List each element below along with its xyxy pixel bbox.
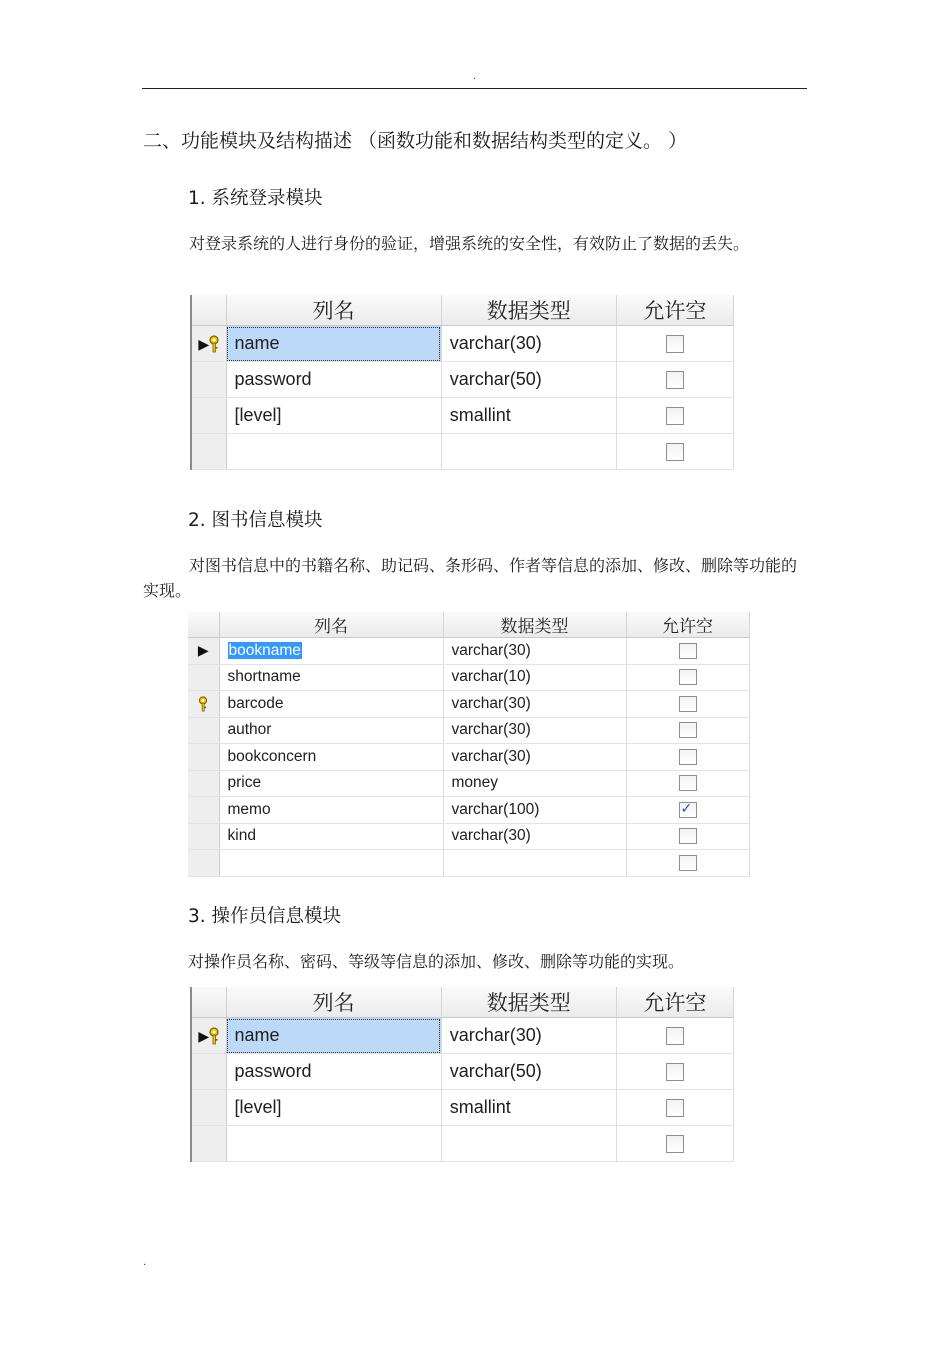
data-type-cell[interactable]: [443, 850, 626, 877]
data-type-cell[interactable]: varchar(30): [443, 823, 626, 850]
row-selector-header: [188, 612, 219, 638]
row-selector[interactable]: [191, 1018, 226, 1054]
allow-null-cell[interactable]: [626, 744, 749, 771]
column-header-nullable[interactable]: 允许空: [626, 612, 749, 638]
column-name-cell[interactable]: kind: [219, 823, 443, 850]
allow-null-cell[interactable]: [626, 823, 749, 850]
column-name-cell[interactable]: barcode: [219, 691, 443, 718]
allow-null-cell[interactable]: [626, 850, 749, 877]
data-type-cell[interactable]: varchar(10): [443, 664, 626, 691]
data-type-cell[interactable]: varchar(50): [441, 362, 616, 398]
table-row[interactable]: [191, 326, 734, 362]
module-3-heading: 3. 操作员信息模块: [188, 906, 342, 927]
data-type-cell[interactable]: smallint: [441, 398, 616, 434]
module-1-description: 对登录系统的人进行身份的验证，增强系统的安全性，有效防止了数据的丢失。: [189, 234, 750, 253]
allow-null-checkbox[interactable]: [666, 1135, 684, 1153]
allow-null-cell[interactable]: [626, 638, 749, 665]
allow-null-cell[interactable]: [626, 770, 749, 797]
allow-null-checkbox[interactable]: [679, 669, 697, 685]
primary-key-icon: [209, 335, 219, 353]
column-name-cell[interactable]: password: [226, 1054, 441, 1090]
column-name-cell[interactable]: [226, 434, 441, 470]
primary-key-icon: [209, 1027, 219, 1045]
header-rule: [142, 88, 807, 89]
table-row[interactable]: [191, 1054, 734, 1090]
login-table-grid[interactable]: [190, 295, 734, 470]
primary-key-icon: [198, 696, 208, 712]
row-selector[interactable]: [188, 797, 219, 824]
allow-null-cell[interactable]: [616, 1090, 733, 1126]
allow-null-checkbox[interactable]: [679, 775, 697, 791]
column-name-cell[interactable]: [219, 850, 443, 877]
grid-header-row: [188, 612, 749, 638]
allow-null-cell[interactable]: [626, 691, 749, 718]
data-type-cell[interactable]: money: [443, 770, 626, 797]
allow-null-cell[interactable]: [616, 326, 733, 362]
row-selector[interactable]: [188, 664, 219, 691]
column-name-cell[interactable]: bookconcern: [219, 744, 443, 771]
allow-null-cell[interactable]: [616, 1054, 733, 1090]
column-name-cell[interactable]: memo: [219, 797, 443, 824]
allow-null-checkbox[interactable]: [679, 828, 697, 844]
data-type-cell[interactable]: varchar(30): [443, 638, 626, 665]
table-row[interactable]: [191, 362, 734, 398]
current-row-arrow-icon: ▶: [198, 336, 210, 352]
allow-null-checkbox[interactable]: [666, 407, 684, 425]
row-selector[interactable]: [188, 691, 219, 718]
column-name-cell[interactable]: [level]: [226, 398, 441, 434]
table-row[interactable]: [188, 691, 749, 718]
table-row-empty[interactable]: [191, 1126, 734, 1162]
column-header-type[interactable]: 数据类型: [441, 987, 616, 1018]
column-name-cell[interactable]: [226, 1126, 441, 1162]
column-header-nullable[interactable]: 允许空: [616, 295, 733, 326]
row-selector[interactable]: [188, 638, 219, 665]
footer-dot: .: [143, 1257, 147, 1268]
section-title: 二、功能模块及结构描述 （函数功能和数据结构类型的定义。 ）: [143, 130, 688, 152]
table-row[interactable]: [188, 744, 749, 771]
allow-null-checkbox[interactable]: [666, 1099, 684, 1117]
data-type-cell[interactable]: [441, 1126, 616, 1162]
selected-text[interactable]: bookname: [228, 641, 301, 659]
grid-header-row: [191, 295, 734, 326]
table-row-empty[interactable]: [188, 850, 749, 877]
allow-null-checkbox[interactable]: [679, 855, 697, 871]
allow-null-cell[interactable]: [616, 1018, 733, 1054]
column-name-cell[interactable]: name: [226, 1018, 441, 1054]
row-selector[interactable]: [188, 717, 219, 744]
allow-null-checkbox[interactable]: [679, 643, 697, 659]
column-header-name[interactable]: 列名: [226, 295, 441, 326]
allow-null-cell[interactable]: [626, 797, 749, 824]
allow-null-cell[interactable]: [616, 398, 733, 434]
table-row[interactable]: [191, 1090, 734, 1126]
data-type-cell[interactable]: varchar(30): [443, 691, 626, 718]
table-row[interactable]: [191, 1018, 734, 1054]
module-1-heading: 1. 系统登录模块: [188, 188, 323, 209]
column-name-cell[interactable]: password: [226, 362, 441, 398]
allow-null-checkbox[interactable]: [666, 443, 684, 461]
allow-null-cell[interactable]: [626, 717, 749, 744]
module-2-heading: 2. 图书信息模块: [188, 510, 323, 531]
grid-header-row: [191, 987, 734, 1018]
current-row-arrow-icon: ▶: [197, 641, 209, 658]
table-row[interactable]: [188, 770, 749, 797]
allow-null-checkbox[interactable]: [666, 371, 684, 389]
column-name-cell[interactable]: shortname: [219, 664, 443, 691]
row-selector[interactable]: [188, 770, 219, 797]
column-name-cell[interactable]: name: [226, 326, 441, 362]
operator-table-grid[interactable]: [190, 987, 734, 1162]
allow-null-cell[interactable]: [616, 362, 733, 398]
column-header-type[interactable]: 数据类型: [441, 295, 616, 326]
row-selector[interactable]: [191, 362, 226, 398]
book-table-grid[interactable]: [188, 612, 750, 877]
table-row[interactable]: [188, 638, 749, 665]
data-type-cell[interactable]: varchar(50): [441, 1054, 616, 1090]
allow-null-checkbox[interactable]: [666, 1063, 684, 1081]
allow-null-cell[interactable]: [616, 1126, 733, 1162]
row-selector-header: [191, 987, 226, 1018]
column-header-type[interactable]: 数据类型: [443, 612, 626, 638]
row-selector[interactable]: [191, 1126, 226, 1162]
column-name-cell[interactable]: author: [219, 717, 443, 744]
row-selector[interactable]: [191, 326, 226, 362]
row-selector[interactable]: [188, 744, 219, 771]
data-type-cell[interactable]: varchar(30): [443, 717, 626, 744]
column-name-cell[interactable]: [level]: [226, 1090, 441, 1126]
table-row[interactable]: [191, 398, 734, 434]
allow-null-checkbox[interactable]: [679, 696, 697, 712]
column-header-name[interactable]: 列名: [226, 987, 441, 1018]
table-row[interactable]: [188, 797, 749, 824]
table-row[interactable]: [188, 664, 749, 691]
data-type-cell[interactable]: smallint: [441, 1090, 616, 1126]
current-row-arrow-icon: ▶: [198, 1028, 210, 1044]
row-selector[interactable]: [191, 398, 226, 434]
allow-null-checkbox-checked[interactable]: [679, 802, 697, 818]
module-3-description: 对操作员名称、密码、等级等信息的添加、修改、删除等功能的实现。: [188, 952, 685, 971]
column-header-name[interactable]: 列名: [219, 612, 443, 638]
column-header-nullable[interactable]: 允许空: [616, 987, 733, 1018]
data-type-cell[interactable]: varchar(30): [441, 326, 616, 362]
row-selector[interactable]: [188, 823, 219, 850]
data-type-cell[interactable]: varchar(30): [441, 1018, 616, 1054]
data-type-cell[interactable]: [441, 434, 616, 470]
column-name-cell[interactable]: price: [219, 770, 443, 797]
column-name-cell[interactable]: [219, 638, 443, 665]
allow-null-checkbox[interactable]: [679, 722, 697, 738]
row-selector[interactable]: [188, 850, 219, 877]
row-selector-header: [191, 295, 226, 326]
allow-null-checkbox[interactable]: [679, 749, 697, 765]
table-row[interactable]: [188, 823, 749, 850]
table-row[interactable]: [188, 717, 749, 744]
table-row-empty[interactable]: [191, 434, 734, 470]
allow-null-checkbox[interactable]: [666, 1027, 684, 1045]
data-type-cell[interactable]: varchar(100): [443, 797, 626, 824]
allow-null-cell[interactable]: [616, 434, 733, 470]
module-2-description: 对图书信息中的书籍名称、助记码、条形码、作者等信息的添加、修改、删除等功能的实现。: [143, 556, 798, 600]
allow-null-checkbox[interactable]: [666, 335, 684, 353]
row-selector[interactable]: [191, 1054, 226, 1090]
allow-null-cell[interactable]: [626, 664, 749, 691]
row-selector[interactable]: [191, 1090, 226, 1126]
data-type-cell[interactable]: varchar(30): [443, 744, 626, 771]
header-dot: .: [473, 71, 477, 82]
row-selector[interactable]: [191, 434, 226, 470]
